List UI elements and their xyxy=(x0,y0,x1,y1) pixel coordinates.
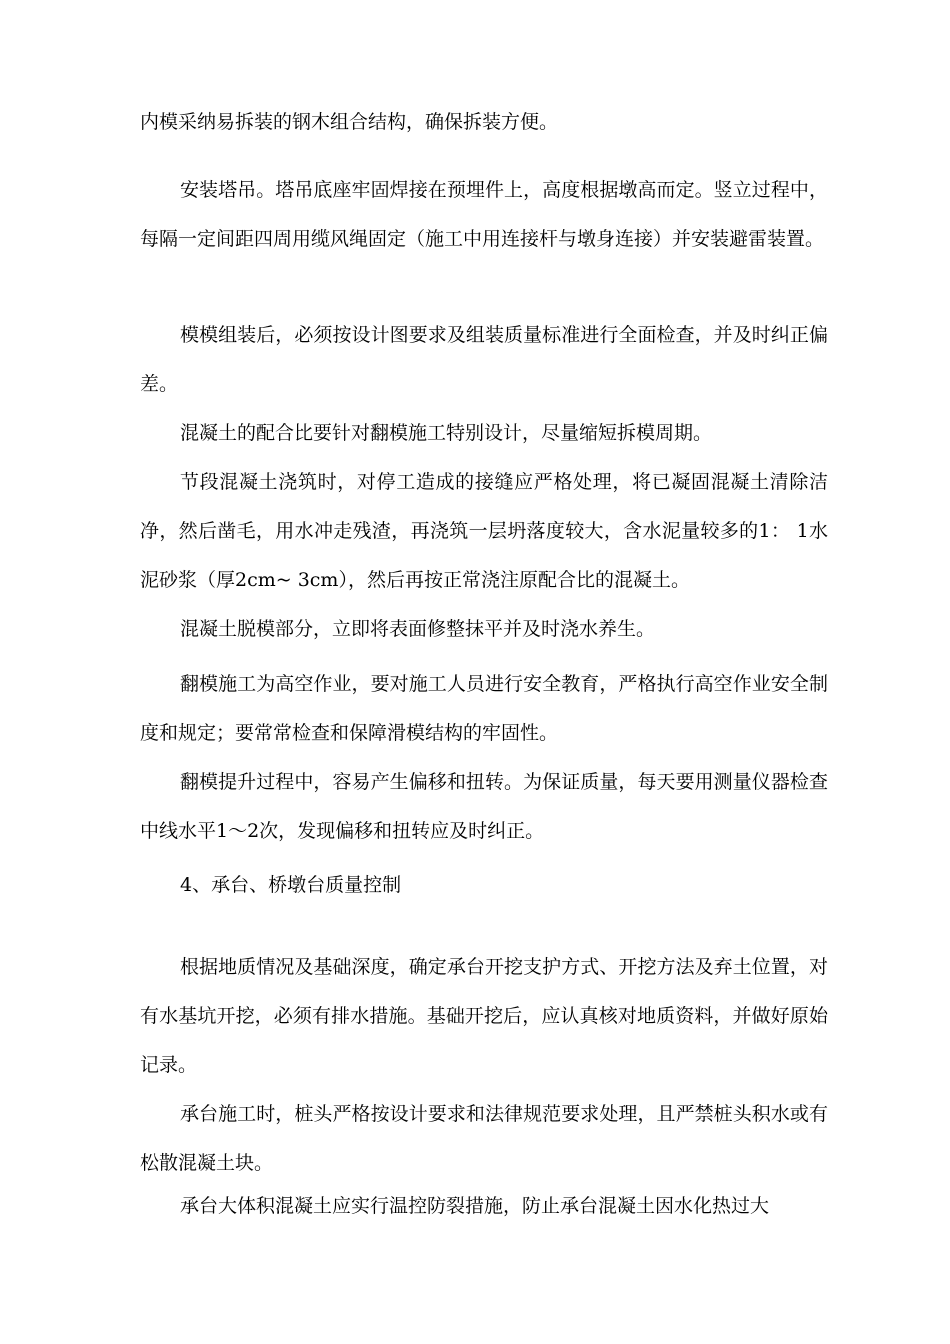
paragraph-7: 翻模施工为高空作业，要对施工人员进行安全教育，严格执行高空作业安全制度和规定；要常常检查和保障滑模结构的牢固性。 xyxy=(140,673,828,744)
paragraph-3: 模模组装后，必须按设计图要求及组装质量标准进行全面检查，并及时纠正偏差。 xyxy=(140,324,828,395)
paragraph-4: 混凝土的配合比要针对翻模施工特别设计，尽量缩短拆模周期。 xyxy=(180,422,713,444)
paragraph-6: 混凝土脱模部分，立即将表面修整抹平并及时浇水养生。 xyxy=(180,618,656,640)
paragraph-2: 安装塔吊。塔吊底座牢固焊接在预埋件上，高度根据墩高而定。竖立过程中，每隔一定间距四周用缆风绳固定（施工中用连接杆与墩身连接）并安装避雷装置。 xyxy=(140,179,828,250)
paragraph-8: 翻模提升过程中，容易产生偏移和扭转。为保证质量，每天要用测量仪器检查中线水平1〜2次，发现偏移和扭转应及时纠正。 xyxy=(140,771,828,842)
paragraph-10: 承台施工时，桩头严格按设计要求和法律规范要求处理，且严禁桩头积水或有松散混凝土块。 xyxy=(140,1103,828,1174)
section-heading: 4、承台、桥墩台质量控制 xyxy=(180,874,402,896)
paragraph-11: 承台大体积混凝土应实行温控防裂措施，防止承台混凝土因水化热过大 xyxy=(180,1195,770,1217)
paragraph-9: 根据地质情况及基础深度，确定承台开挖支护方式、开挖方法及弃土位置，对有水基坑开挖，必须有排水措施。基础开挖后，应认真核对地质资料，并做好原始记录。 xyxy=(140,956,828,1076)
paragraph-1: 内模采纳易拆装的钢木组合结构，确保拆装方便。 xyxy=(140,111,559,133)
paragraph-5: 节段混凝土浇筑时，对停工造成的接缝应严格处理，将已凝固混凝土清除洁净，然后凿毛，用水冲走残渣，再浇筑一层坍落度较大，含水泥量较多的1： 1水泥砂浆（厚2cm~ 3cm），然后再按正常浇注原配合比的混凝土。 xyxy=(140,471,828,591)
